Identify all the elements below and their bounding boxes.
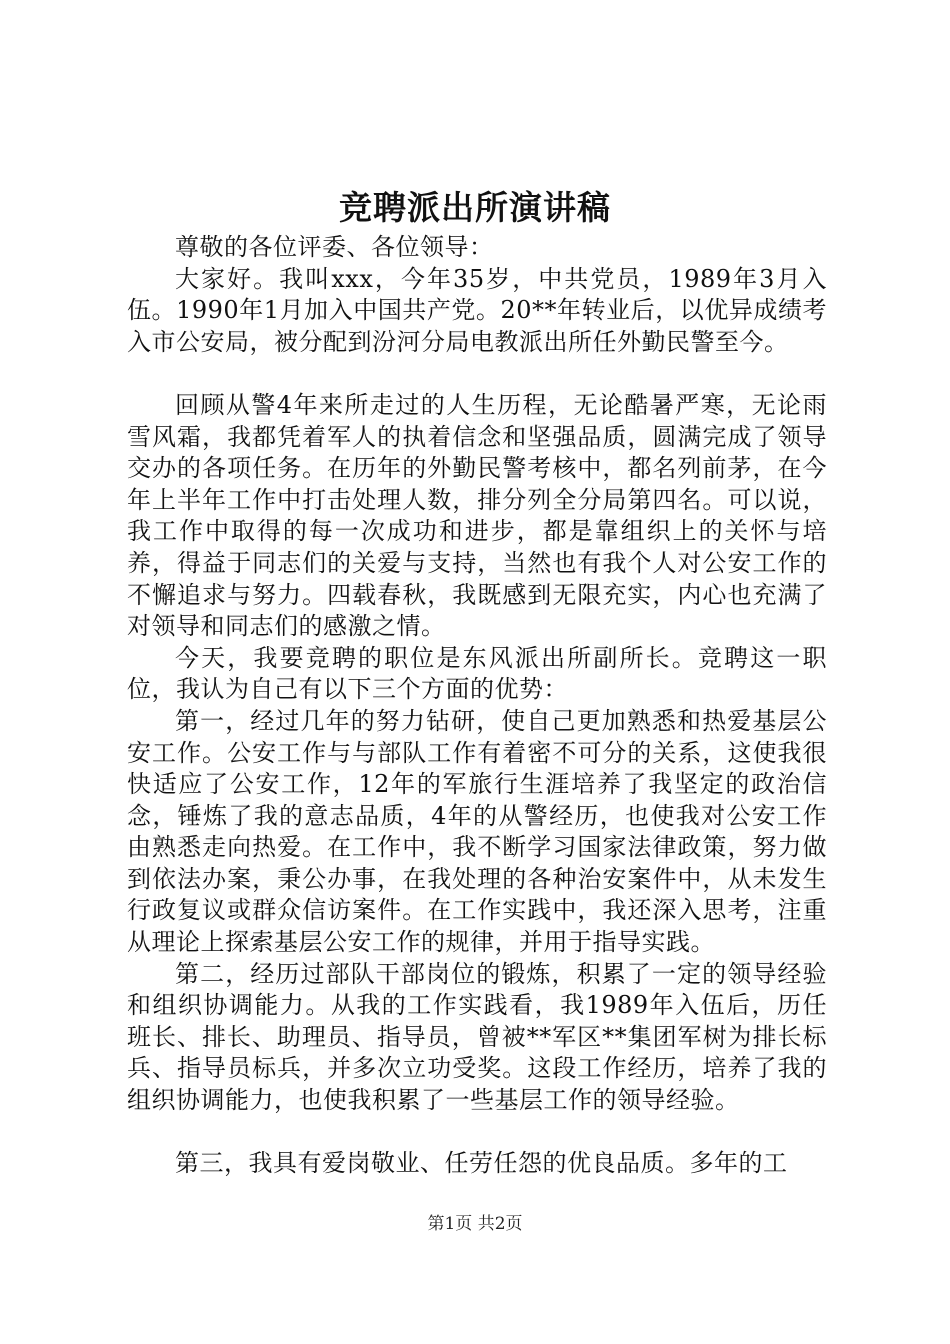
page-footer: 第1页 共2页 xyxy=(427,1214,523,1234)
paragraph-intro: 大家好。我叫xxx，今年35岁，中共党员，1989年3月入伍。1990年1月加入中国共产党。20**年转业后，以优异成绩考入市公安局，被分配到汾河分局电教派出所任外勤民警至今。 xyxy=(127,264,827,356)
paragraph-first: 第一，经过几年的努力钻研，使自己更加熟悉和热爱基层公安工作。公安工作与与部队工作有着密不可分的关系，这使我很快适应了公安工作，12年的军旅行生涯培养了我坚定的政治信念，锤炼了我的意志品质，4年的从警经历，也使我对公安工作由熟悉走向热爱。在工作中，我不断学习国家法律政策，努力做到依法办案，秉公办事，在我处理的各种治安案件中，从未发生行政复议或群众信访案件。在工作实践中，我还深入思考，注重从理论上探索基层公安工作的规律，并用于指导实践。 xyxy=(127,706,827,957)
document-body xyxy=(127,232,827,1180)
paragraph-review: 回顾从警4年来所走过的人生历程，无论酷暑严寒，无论雨雪风霜，我都凭着军人的执着信念和坚强品质，圆满完成了领导交办的各项任务。在历年的外勤民警考核中，都名列前茅，在今年上半年工作中打击处理人数，排分列全分局第四名。可以说，我工作中取得的每一次成功和进步，都是靠组织上的关怀与培养，得益于同志们的关爱与支持，当然也有我个人对公安工作的不懈追求与努力。四载春秋，我既感到无限充实，内心也充满了对领导和同志们的感激之情。 xyxy=(127,390,827,641)
paragraph-position: 今天，我要竞聘的职位是东风派出所副所长。竞聘这一职位，我认为自己有以下三个方面的优势： xyxy=(127,643,827,704)
salutation: 尊敬的各位评委、各位领导： xyxy=(175,233,494,261)
paragraph-third: 第三，我具有爱岗敬业、任劳任怨的优良品质。多年的工 xyxy=(175,1149,788,1178)
paragraph-second: 第二，经历过部队干部岗位的锻炼，积累了一定的领导经验和组织协调能力。从我的工作实践看，我1989年入伍后，历任班长、排长、助理员、指导员，曾被**军区**集团军树为排长标兵、指导员标兵，并多次立功受奖。这段工作经历，培养了我的组织协调能力，也使我积累了一些基层工作的领导经验。 xyxy=(127,959,827,1115)
document-title: 竞聘派出所演讲稿 xyxy=(339,188,611,227)
